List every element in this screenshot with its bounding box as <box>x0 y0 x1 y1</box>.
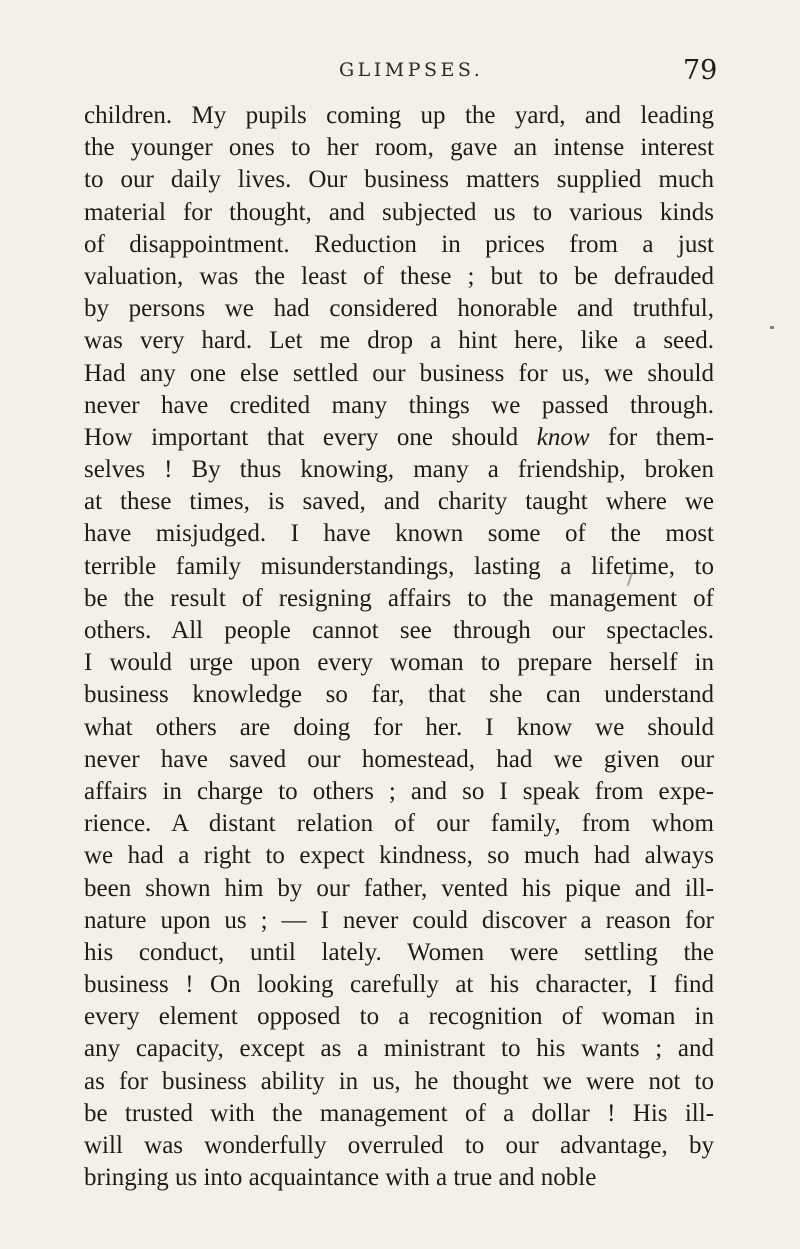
text-line: material for thought, and subjected us to various kinds <box>84 198 714 226</box>
text-line: never have saved our homestead, had we given our <box>84 745 714 773</box>
text-line: rience. A distant relation of our family, from whom <box>84 810 714 838</box>
text-line: was very hard. Let me drop a hint here, like a seed. <box>84 327 714 355</box>
page-number: 79 <box>683 55 718 86</box>
text-line: others. All people cannot see through our spectacles. <box>84 617 714 644</box>
running-head <box>0 55 800 95</box>
text-line: been shown him by our father, vented his pique and ill- <box>84 874 714 902</box>
text-line: business ! On looking carefully at his character, I find <box>84 971 714 999</box>
text-line: have misjudged. I have known some of the most <box>84 520 714 548</box>
text-line: at these times, is saved, and charity taught where we <box>84 488 714 516</box>
text-line-with-emphasis <box>84 422 714 454</box>
text-line: will was wonderfully overruled to our advantage, by <box>84 1132 714 1159</box>
text-line: by persons we had considered honorable and truthful, <box>84 295 714 323</box>
text-line: every element opposed to a recognition of woman in <box>84 1003 714 1031</box>
print-speck <box>770 326 774 329</box>
text-line: I would urge upon every woman to prepare herself in <box>84 649 714 677</box>
text-line: valuation, was the least of these ; but to be defrauded <box>84 262 714 290</box>
text-line: selves ! By thus knowing, many a friendship, broken <box>84 456 714 484</box>
line-start: How important that every one should <box>84 423 519 451</box>
running-head-title: GLIMPSES. <box>339 59 484 81</box>
line-end: for them- <box>589 423 715 451</box>
text-line: nature upon us ; — I never could discover a reason for <box>84 906 714 934</box>
emphasis-word: know <box>536 423 590 451</box>
text-line: affairs in charge to others ; and so I speak from expe- <box>84 777 714 805</box>
text-line: to our daily lives. Our business matters supplied much <box>84 166 714 194</box>
text-line: bringing us into acquaintance with a true and noble <box>84 1164 597 1192</box>
text-line: of disappointment. Reduction in prices from a just <box>84 230 714 258</box>
text-line: the younger ones to her room, gave an intense interest <box>84 134 714 162</box>
text-line: terrible family misunderstandings, lasting a lifetime, to <box>84 552 714 580</box>
body-text <box>84 100 714 1194</box>
text-line: we had a right to expect kindness, so much had always <box>84 842 714 870</box>
text-line: business knowledge so far, that she can understand <box>84 681 714 709</box>
text-line: be trusted with the management of a dollar ! His ill- <box>84 1099 714 1127</box>
text-line: Had any one else settled our business for us, we should <box>84 359 714 387</box>
text-line: be the result of resigning affairs to the management of <box>84 584 714 612</box>
text-line: what others are doing for her. I know we should <box>84 713 714 741</box>
text-line: children. My pupils coming up the yard, and leading <box>84 102 714 129</box>
text-line: never have credited many things we passed through. <box>84 391 714 419</box>
text-line: any capacity, except as a ministrant to his wants ; and <box>84 1035 714 1063</box>
text-line: as for business ability in us, he thought we were not to <box>84 1067 714 1095</box>
text-line: his conduct, until lately. Women were settling the <box>84 938 714 966</box>
